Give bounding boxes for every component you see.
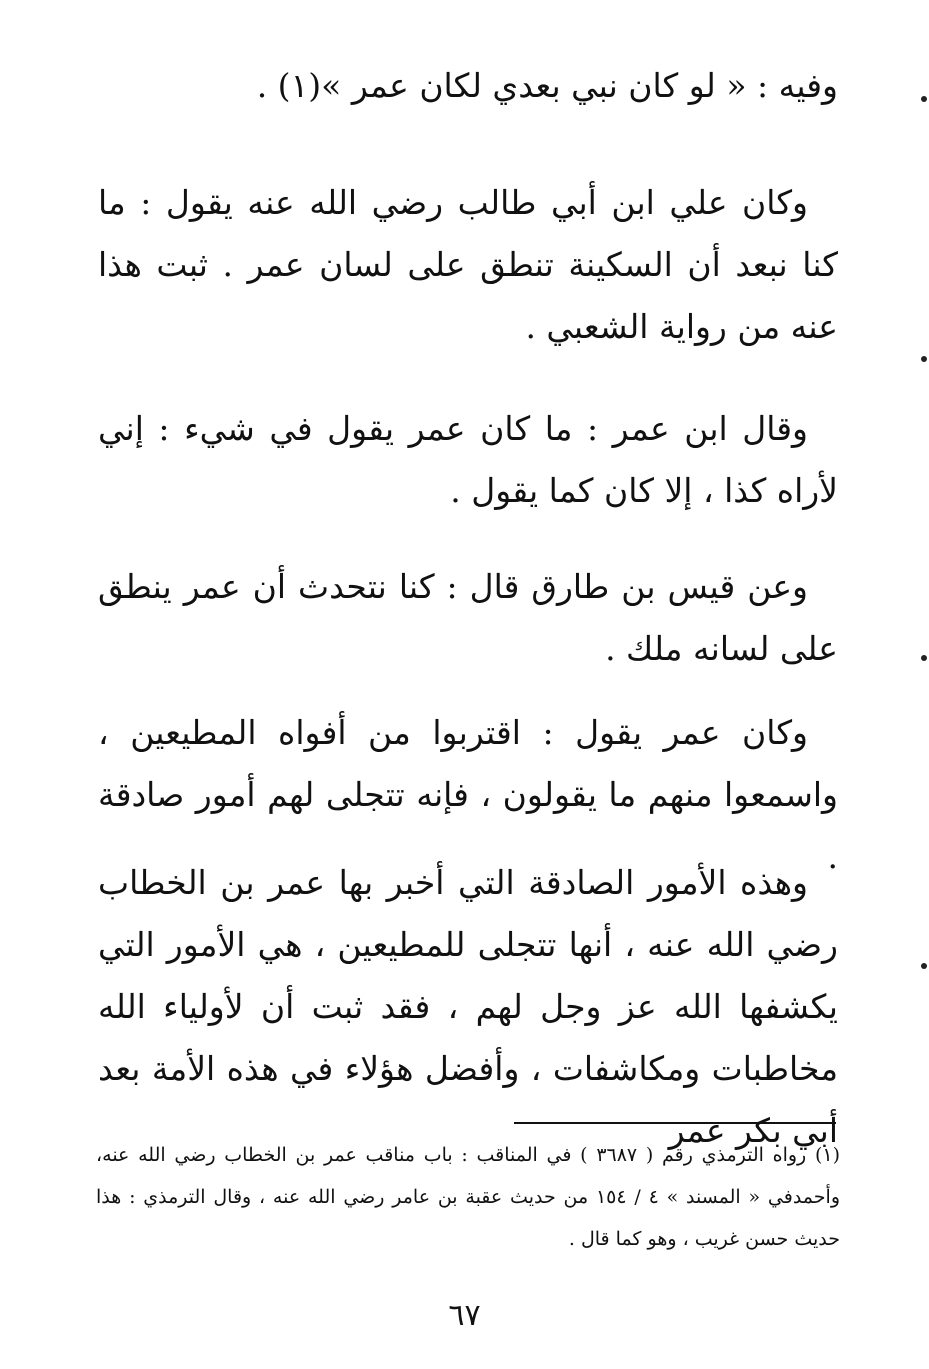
edge-dot xyxy=(921,356,927,362)
edge-dot xyxy=(921,963,927,969)
paragraph-ibn-umar-quote: وقال ابن عمر : ما كان عمر يقول في شيء : إني لأراه كذا ، إلا كان كما يقول . xyxy=(98,409,838,510)
edge-dot xyxy=(921,655,927,661)
paragraph-qays-quote: وعن قيس بن طارق قال : كنا نتحدث أن عمر ينطق على لسانه ملك . xyxy=(98,567,838,668)
paragraph-commentary: وهذه الأمور الصادقة التي أخبر بها عمر بن الخطاب رضي الله عنه ، أنها تتجلى للمطيعين ، هي الأمور التي يكشفها الله عز وجل لهم ، فقد ثبت أن لأولياء الله مخاطبات ومكاشفات ، وأفضل هؤلاء في هذه الأمة بعد أبي بكر عمر xyxy=(98,863,838,1150)
footnote-text: (١) رواه الترمذي رقم ( ٣٦٨٧ ) في المناقب : باب مناقب عمر بن الخطاب رضي الله عنه، وأحمدفي « المسند » ٤ / ١٥٤ من حديث عقبة بن عامر رضي الله عنه ، وقال الترمذي : هذا حديث حسن غريب ، وهو كما قال . xyxy=(96,1144,840,1250)
paragraph-umar-saying: وكان عمر يقول : اقتربوا من أفواه المطيعين ، واسمعوا منهم ما يقولون ، فإنه تتجلى لهم أمور صادقة . xyxy=(98,713,838,876)
footnote-divider xyxy=(514,1122,836,1124)
paragraph-ali-quote: وكان علي ابن أبي طالب رضي الله عنه يقول : ما كنا نبعد أن السكينة تنطق على لسان عمر . ثبت هذا عنه من رواية الشعبي . xyxy=(98,183,838,346)
edge-dot xyxy=(921,96,927,102)
paragraph-hadith: وفيه : « لو كان نبي بعدي لكان عمر »(١) . xyxy=(256,66,838,105)
page-number: ٦٧ xyxy=(448,1298,481,1333)
